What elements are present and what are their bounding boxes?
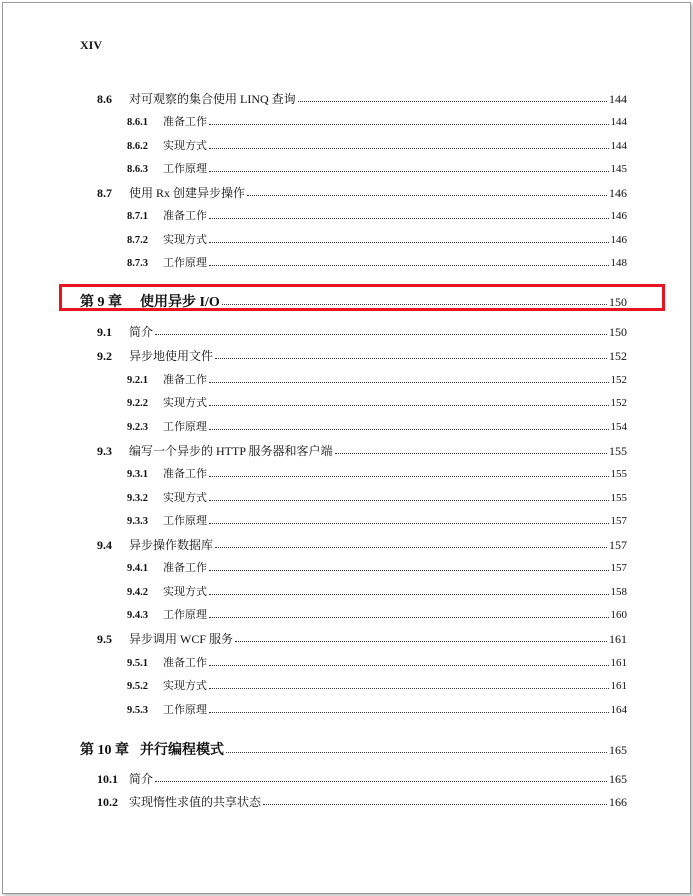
section-entry[interactable] xyxy=(97,770,627,787)
leader-dots xyxy=(209,500,609,501)
entry-number: 第 10 章 xyxy=(80,743,129,758)
leader-dots xyxy=(335,453,607,454)
leader-dots xyxy=(209,688,609,689)
section-entry[interactable] xyxy=(97,90,627,107)
entry-number: 10.2 xyxy=(97,795,118,809)
leader-dots xyxy=(209,171,609,172)
subsection-entry[interactable] xyxy=(127,677,627,693)
entry-page-number: 144 xyxy=(610,140,627,152)
entry-title: 准备工作 xyxy=(163,657,207,669)
entry-number: 9.2.2 xyxy=(127,398,148,409)
entry-title: 实现方式 xyxy=(163,492,207,504)
entry-title: 实现惰性求值的共享状态 xyxy=(129,795,262,809)
section-entry[interactable] xyxy=(97,323,627,340)
entry-title: 准备工作 xyxy=(163,468,207,480)
leader-dots xyxy=(209,429,609,430)
subsection-entry[interactable] xyxy=(127,418,627,434)
entry-title: 工作原理 xyxy=(163,515,207,527)
subsection-entry[interactable] xyxy=(127,654,627,670)
entry-page-number: 157 xyxy=(610,515,627,527)
entry-number: 9.2.3 xyxy=(127,422,148,433)
entry-page-number: 158 xyxy=(610,586,627,598)
entry-title: 工作原理 xyxy=(163,609,207,621)
section-entry[interactable] xyxy=(97,793,627,810)
entry-number: 8.7.1 xyxy=(127,211,148,222)
entry-number: 10.1 xyxy=(97,772,118,786)
subsection-entry[interactable] xyxy=(127,254,627,270)
entry-page-number: 165 xyxy=(609,772,627,786)
leader-dots xyxy=(209,124,609,125)
highlight-box xyxy=(59,284,665,311)
leader-dots xyxy=(209,570,609,571)
entry-number: 8.7.3 xyxy=(127,258,148,269)
entry-title: 实现方式 xyxy=(163,234,207,246)
subsection-entry[interactable] xyxy=(127,113,627,129)
chapter-entry[interactable] xyxy=(80,739,627,759)
entry-page-number: 155 xyxy=(610,492,627,504)
entry-page-number: 150 xyxy=(609,295,627,309)
entry-number: 9.5.3 xyxy=(127,705,148,716)
entry-page-number: 152 xyxy=(610,397,627,409)
entry-number: 9.5.1 xyxy=(127,658,148,669)
entry-page-number: 161 xyxy=(610,680,627,692)
entry-title: 异步地使用文件 xyxy=(129,349,214,363)
entry-title: 实现方式 xyxy=(163,140,207,152)
entry-number: 9.4 xyxy=(97,538,112,552)
leader-dots xyxy=(235,641,607,642)
entry-title: 使用异步 I/O xyxy=(140,295,220,310)
entry-title: 实现方式 xyxy=(163,680,207,692)
entry-number: 8.6.1 xyxy=(127,117,148,128)
entry-title: 准备工作 xyxy=(163,562,207,574)
entry-title: 实现方式 xyxy=(163,397,207,409)
leader-dots xyxy=(209,218,609,219)
leader-dots xyxy=(209,594,609,595)
leader-dots xyxy=(209,382,609,383)
entry-title: 简介 xyxy=(129,772,154,786)
leader-dots xyxy=(209,242,609,243)
section-entry[interactable] xyxy=(97,536,627,553)
entry-number: 9.2.1 xyxy=(127,375,148,386)
entry-title: 工作原理 xyxy=(163,421,207,433)
entry-number: 8.7 xyxy=(97,186,112,200)
leader-dots xyxy=(226,752,607,753)
subsection-entry[interactable] xyxy=(127,160,627,176)
leader-dots xyxy=(209,148,609,149)
entry-number: 9.1 xyxy=(97,325,112,339)
entry-number: 9.4.1 xyxy=(127,563,148,574)
entry-title: 工作原理 xyxy=(163,704,207,716)
entry-page-number: 165 xyxy=(609,743,627,757)
entry-title: 异步操作数据库 xyxy=(129,538,214,552)
section-entry[interactable] xyxy=(97,630,627,647)
subsection-entry[interactable] xyxy=(127,137,627,153)
entry-title: 工作原理 xyxy=(163,257,207,269)
entry-number: 9.2 xyxy=(97,349,112,363)
subsection-entry[interactable] xyxy=(127,207,627,223)
leader-dots xyxy=(209,265,609,266)
entry-number: 8.7.2 xyxy=(127,235,148,246)
entry-page-number: 155 xyxy=(610,468,627,480)
leader-dots xyxy=(247,195,607,196)
entry-page-number: 154 xyxy=(610,421,627,433)
entry-page-number: 146 xyxy=(610,210,627,222)
entry-page-number: 148 xyxy=(610,257,627,269)
entry-page-number: 146 xyxy=(610,234,627,246)
leader-dots xyxy=(209,617,609,618)
entry-page-number: 160 xyxy=(610,609,627,621)
entry-title: 编写一个异步的 HTTP 服务器和客户端 xyxy=(129,444,333,458)
leader-dots xyxy=(215,547,607,548)
entry-title: 工作原理 xyxy=(163,163,207,175)
subsection-entry[interactable] xyxy=(127,512,627,528)
entry-number: 9.3.1 xyxy=(127,469,148,480)
entry-page-number: 166 xyxy=(609,795,627,809)
entry-page-number: 161 xyxy=(610,657,627,669)
entry-number: 9.4.2 xyxy=(127,587,148,598)
page-header: XIV xyxy=(80,38,103,52)
leader-dots xyxy=(155,781,607,782)
subsection-entry[interactable] xyxy=(127,231,627,247)
section-entry[interactable] xyxy=(97,184,627,201)
entry-title: 对可观察的集合使用 LINQ 查询 xyxy=(129,92,296,106)
entry-page-number: 157 xyxy=(610,562,627,574)
entry-number: 9.4.3 xyxy=(127,610,148,621)
entry-page-number: 164 xyxy=(610,704,627,716)
entry-number: 9.5.2 xyxy=(127,681,148,692)
section-entry[interactable] xyxy=(97,347,627,364)
entry-number: 9.3.3 xyxy=(127,516,148,527)
entry-page-number: 145 xyxy=(610,163,627,175)
entry-page-number: 152 xyxy=(610,374,627,386)
entry-number: 8.6.2 xyxy=(127,141,148,152)
entry-title: 实现方式 xyxy=(163,586,207,598)
entry-title: 准备工作 xyxy=(163,210,207,222)
entry-page-number: 144 xyxy=(610,116,627,128)
entry-title: 准备工作 xyxy=(163,374,207,386)
entry-page-number: 157 xyxy=(609,538,627,552)
subsection-entry[interactable] xyxy=(127,606,627,622)
leader-dots xyxy=(209,476,609,477)
entry-page-number: 146 xyxy=(609,186,627,200)
entry-page-number: 152 xyxy=(609,349,627,363)
section-entry[interactable] xyxy=(97,442,627,459)
subsection-entry[interactable] xyxy=(127,489,627,505)
subsection-entry[interactable] xyxy=(127,701,627,717)
leader-dots xyxy=(209,665,609,666)
leader-dots xyxy=(263,804,607,805)
subsection-entry[interactable] xyxy=(127,371,627,387)
entry-page-number: 155 xyxy=(609,444,627,458)
entry-number: 第 9 章 xyxy=(80,295,122,310)
entry-number: 9.3.2 xyxy=(127,493,148,504)
leader-dots xyxy=(209,712,609,713)
leader-dots xyxy=(209,523,609,524)
entry-title: 准备工作 xyxy=(163,116,207,128)
leader-dots xyxy=(298,101,607,102)
subsection-entry[interactable] xyxy=(127,583,627,599)
entry-number: 8.6.3 xyxy=(127,164,148,175)
entry-page-number: 150 xyxy=(609,325,627,339)
entry-number: 9.3 xyxy=(97,444,112,458)
entry-page-number: 161 xyxy=(609,632,627,646)
subsection-entry[interactable] xyxy=(127,559,627,575)
subsection-entry[interactable] xyxy=(127,394,627,410)
entry-number: 9.5 xyxy=(97,632,112,646)
subsection-entry[interactable] xyxy=(127,465,627,481)
leader-dots xyxy=(215,358,607,359)
entry-title: 使用 Rx 创建异步操作 xyxy=(129,186,246,200)
entry-number: 8.6 xyxy=(97,92,112,106)
entry-page-number: 144 xyxy=(609,92,627,106)
leader-dots xyxy=(209,405,609,406)
entry-title: 并行编程模式 xyxy=(140,743,224,758)
leader-dots xyxy=(155,334,607,335)
entry-title: 异步调用 WCF 服务 xyxy=(129,632,234,646)
entry-title: 简介 xyxy=(129,325,154,339)
